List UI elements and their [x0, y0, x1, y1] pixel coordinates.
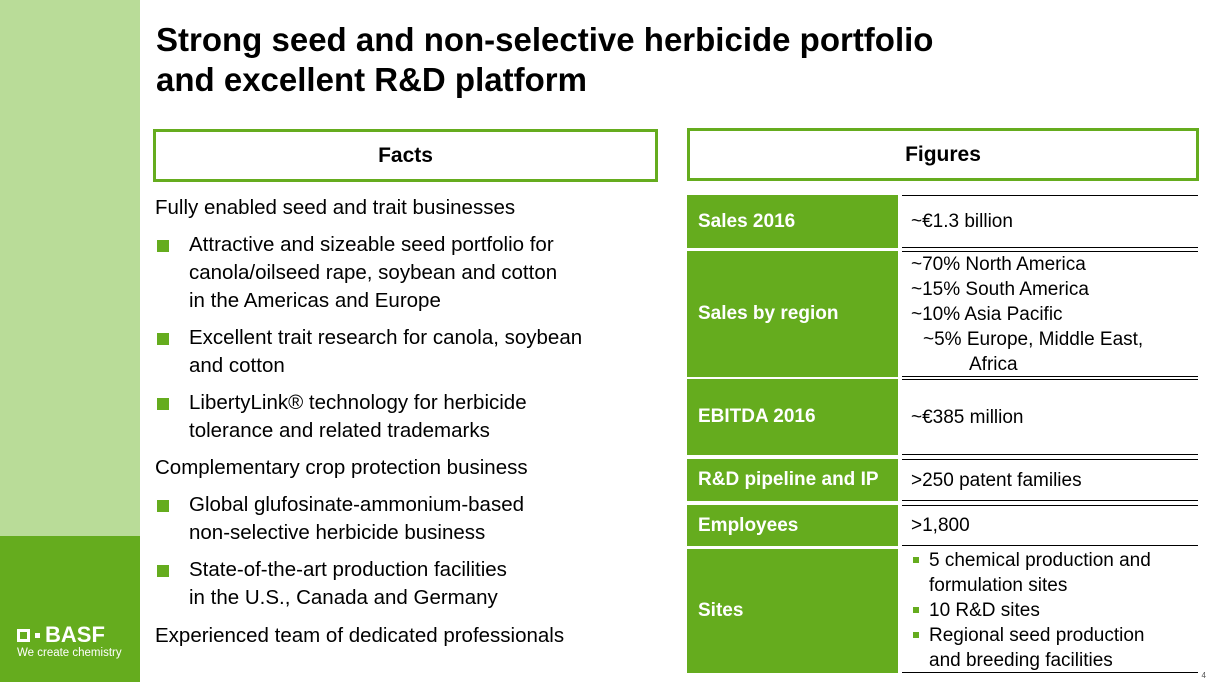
- list-item-line: LibertyLink® technology for herbicide: [189, 391, 527, 414]
- figure-row-rd: [687, 459, 1198, 501]
- list-item: [155, 491, 655, 547]
- figure-row-sites: [687, 549, 1198, 673]
- bullet-icon: [913, 557, 919, 563]
- figure-row-employees: [687, 505, 1198, 546]
- list-item-line: non-selective herbicide business: [189, 521, 486, 544]
- list-item: [911, 548, 1198, 598]
- logo-tagline: We create chemistry: [17, 647, 122, 659]
- figure-value-text: ~70% North America: [911, 253, 1086, 275]
- figure-value-text: formulation sites: [929, 575, 1068, 596]
- logo-dot-icon: [35, 633, 40, 638]
- figure-value-text: Regional seed production: [929, 625, 1145, 646]
- logo-panel: [0, 536, 140, 682]
- figure-value-text: ~€385 million: [911, 406, 1024, 428]
- list-item-line: in the U.S., Canada and Germany: [189, 586, 498, 609]
- list-item: [155, 389, 655, 445]
- figure-value: [902, 379, 1198, 455]
- figure-value-text: ~€1.3 billion: [911, 211, 1013, 232]
- figure-label: Sites: [687, 549, 898, 673]
- figure-label: R&D pipeline and IP: [687, 459, 898, 501]
- list-item-line: Global glufosinate-ammonium-based: [189, 493, 525, 516]
- bullet-icon: [913, 607, 919, 613]
- list-item: [911, 623, 1198, 673]
- list-item-line: and cotton: [189, 354, 285, 377]
- sidebar-band: [0, 0, 140, 536]
- list-item-line: Attractive and sizeable seed portfolio for: [189, 233, 554, 256]
- logo-square-icon: [17, 629, 30, 642]
- logo-text: BASF: [45, 622, 105, 647]
- list-item-line: State-of-the-art production facilities: [189, 558, 507, 581]
- figures-header: Figures: [687, 128, 1199, 181]
- figure-value-text: ~10% Asia Pacific: [911, 303, 1063, 325]
- list-item: [155, 556, 655, 612]
- facts-section-heading: Fully enabled seed and trait businesses: [155, 196, 516, 219]
- bullet-icon: [157, 565, 169, 577]
- figure-value-text: ~5% Europe, Middle East,: [923, 328, 1144, 350]
- figure-value-text: 5 chemical production and: [929, 550, 1151, 571]
- figure-value-text: Africa: [969, 353, 1018, 375]
- list-item: [911, 598, 1198, 623]
- bullet-icon: [157, 500, 169, 512]
- facts-section-heading: Complementary crop protection business: [155, 456, 528, 479]
- figure-label: Employees: [687, 505, 898, 546]
- figure-value-text: >250 patent families: [911, 469, 1082, 491]
- bullet-icon: [157, 398, 169, 410]
- title-line: Strong seed and non-selective herbicide portfolio: [156, 21, 934, 58]
- list-item-line: in the Americas and Europe: [189, 289, 441, 312]
- figure-value-text: 10 R&D sites: [929, 600, 1040, 621]
- list-item-line: tolerance and related trademarks: [189, 419, 490, 442]
- title-line: and excellent R&D platform: [156, 61, 587, 98]
- figure-value-text: ~15% South America: [911, 278, 1089, 300]
- basf-logo: [17, 622, 105, 648]
- figure-value-text: and breeding facilities: [929, 650, 1113, 671]
- figure-label: Sales 2016: [687, 195, 898, 248]
- figure-value: [902, 195, 1198, 248]
- figure-row-ebitda: [687, 379, 1198, 455]
- bullet-icon: [913, 632, 919, 638]
- figure-value-text: >1,800: [911, 515, 970, 536]
- figure-label: Sales by region: [687, 251, 898, 377]
- slide-title: [156, 20, 933, 100]
- list-item: [155, 231, 655, 315]
- bullet-icon: [157, 240, 169, 252]
- list-item-line: Excellent trait research for canola, soybean: [189, 326, 583, 349]
- figure-value: [902, 251, 1198, 377]
- figure-row-sales: [687, 195, 1198, 248]
- figure-label: EBITDA 2016: [687, 379, 898, 455]
- figure-value: [902, 459, 1198, 501]
- facts-header: Facts: [153, 129, 658, 182]
- list-item-line: canola/oilseed rape, soybean and cotton: [189, 261, 558, 284]
- figure-value: [902, 505, 1198, 546]
- figure-value: [902, 549, 1198, 673]
- list-item: [155, 324, 655, 380]
- bullet-icon: [157, 333, 169, 345]
- facts-section-heading: Experienced team of dedicated professionals: [155, 624, 565, 647]
- figure-row-region: [687, 251, 1198, 377]
- facts-list: [155, 194, 655, 650]
- page-number: 4: [1201, 671, 1206, 680]
